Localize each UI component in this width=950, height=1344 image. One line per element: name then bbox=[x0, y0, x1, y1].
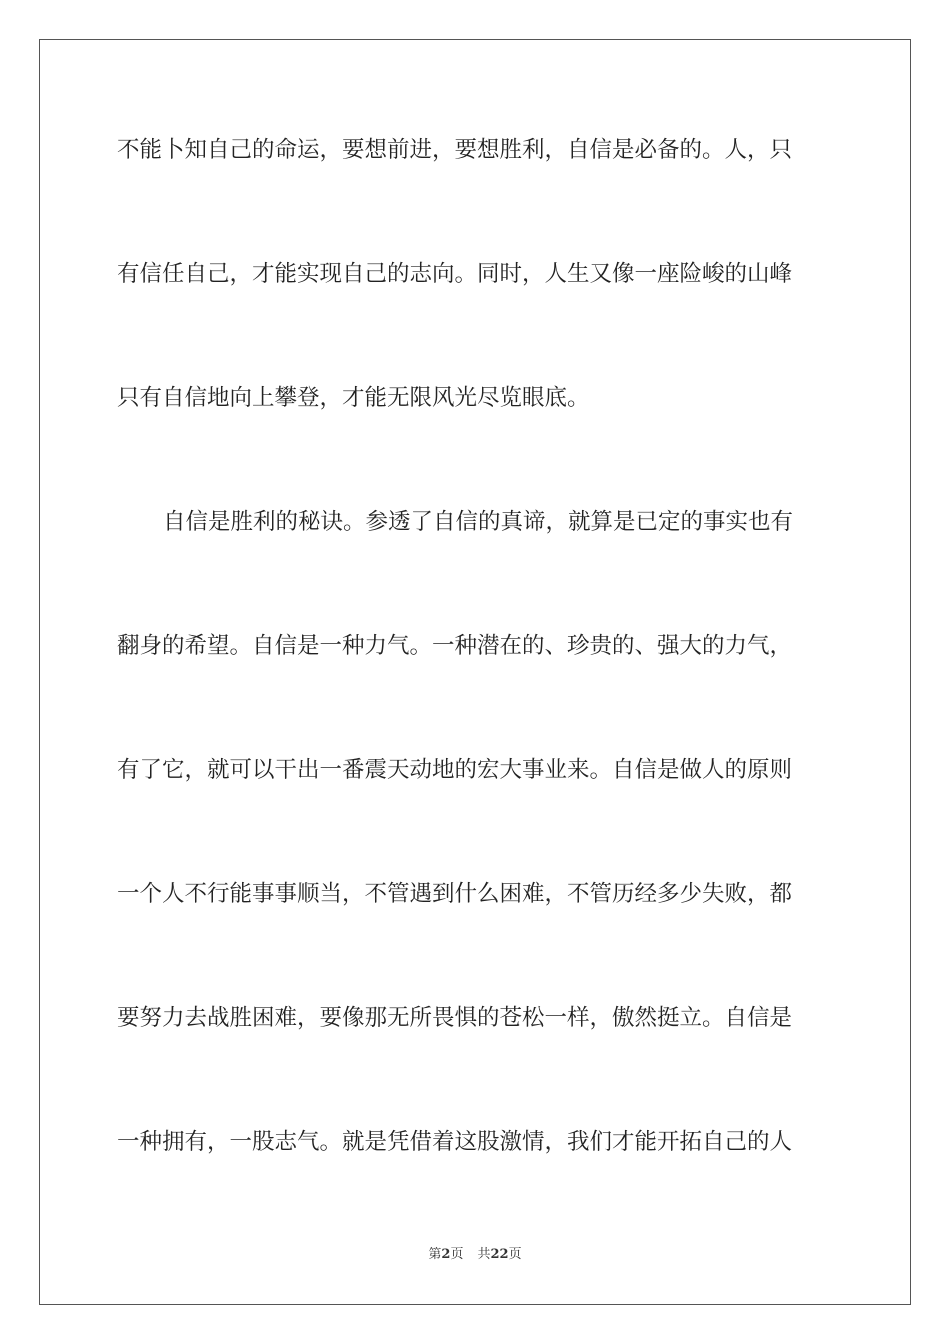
total-pages: 22 bbox=[490, 1247, 509, 1262]
page-border bbox=[39, 39, 911, 1305]
total-prefix: 共 bbox=[477, 1247, 491, 1262]
total-suffix: 页 bbox=[508, 1247, 522, 1262]
text-line-2: 有信任自己，才能实现自己的志向。同时，人生又像一座险峻的山峰 bbox=[117, 261, 793, 287]
text-line-1: 不能卜知自己的命运，要想前进，要想胜利，自信是必备的。人，只 bbox=[117, 137, 793, 163]
text-line-3: 只有自信地向上攀登，才能无限风光尽览眼底。 bbox=[117, 385, 590, 411]
text-line-4-paragraph-start: 自信是胜利的秘诀。参透了自信的真谛，就算是已定的事实也有 bbox=[163, 509, 794, 535]
text-line-8: 要努力去战胜困难，要像那无所畏惧的苍松一样，傲然挺立。自信是 bbox=[117, 1005, 793, 1031]
page-footer bbox=[0, 1246, 950, 1264]
page-prefix: 第 bbox=[428, 1247, 442, 1262]
text-line-9: 一种拥有，一股志气。就是凭借着这股激情，我们才能开拓自己的人 bbox=[117, 1129, 793, 1155]
text-line-6: 有了它，就可以干出一番震天动地的宏大事业来。自信是做人的原则 bbox=[117, 757, 793, 783]
text-line-5: 翻身的希望。自信是一种力气。一种潜在的、珍贵的、强大的力气， bbox=[117, 633, 793, 659]
page-suffix: 页 bbox=[450, 1247, 464, 1262]
page-number: 2 bbox=[441, 1247, 451, 1262]
text-line-7: 一个人不行能事事顺当，不管遇到什么困难，不管历经多少失败，都 bbox=[117, 881, 793, 907]
